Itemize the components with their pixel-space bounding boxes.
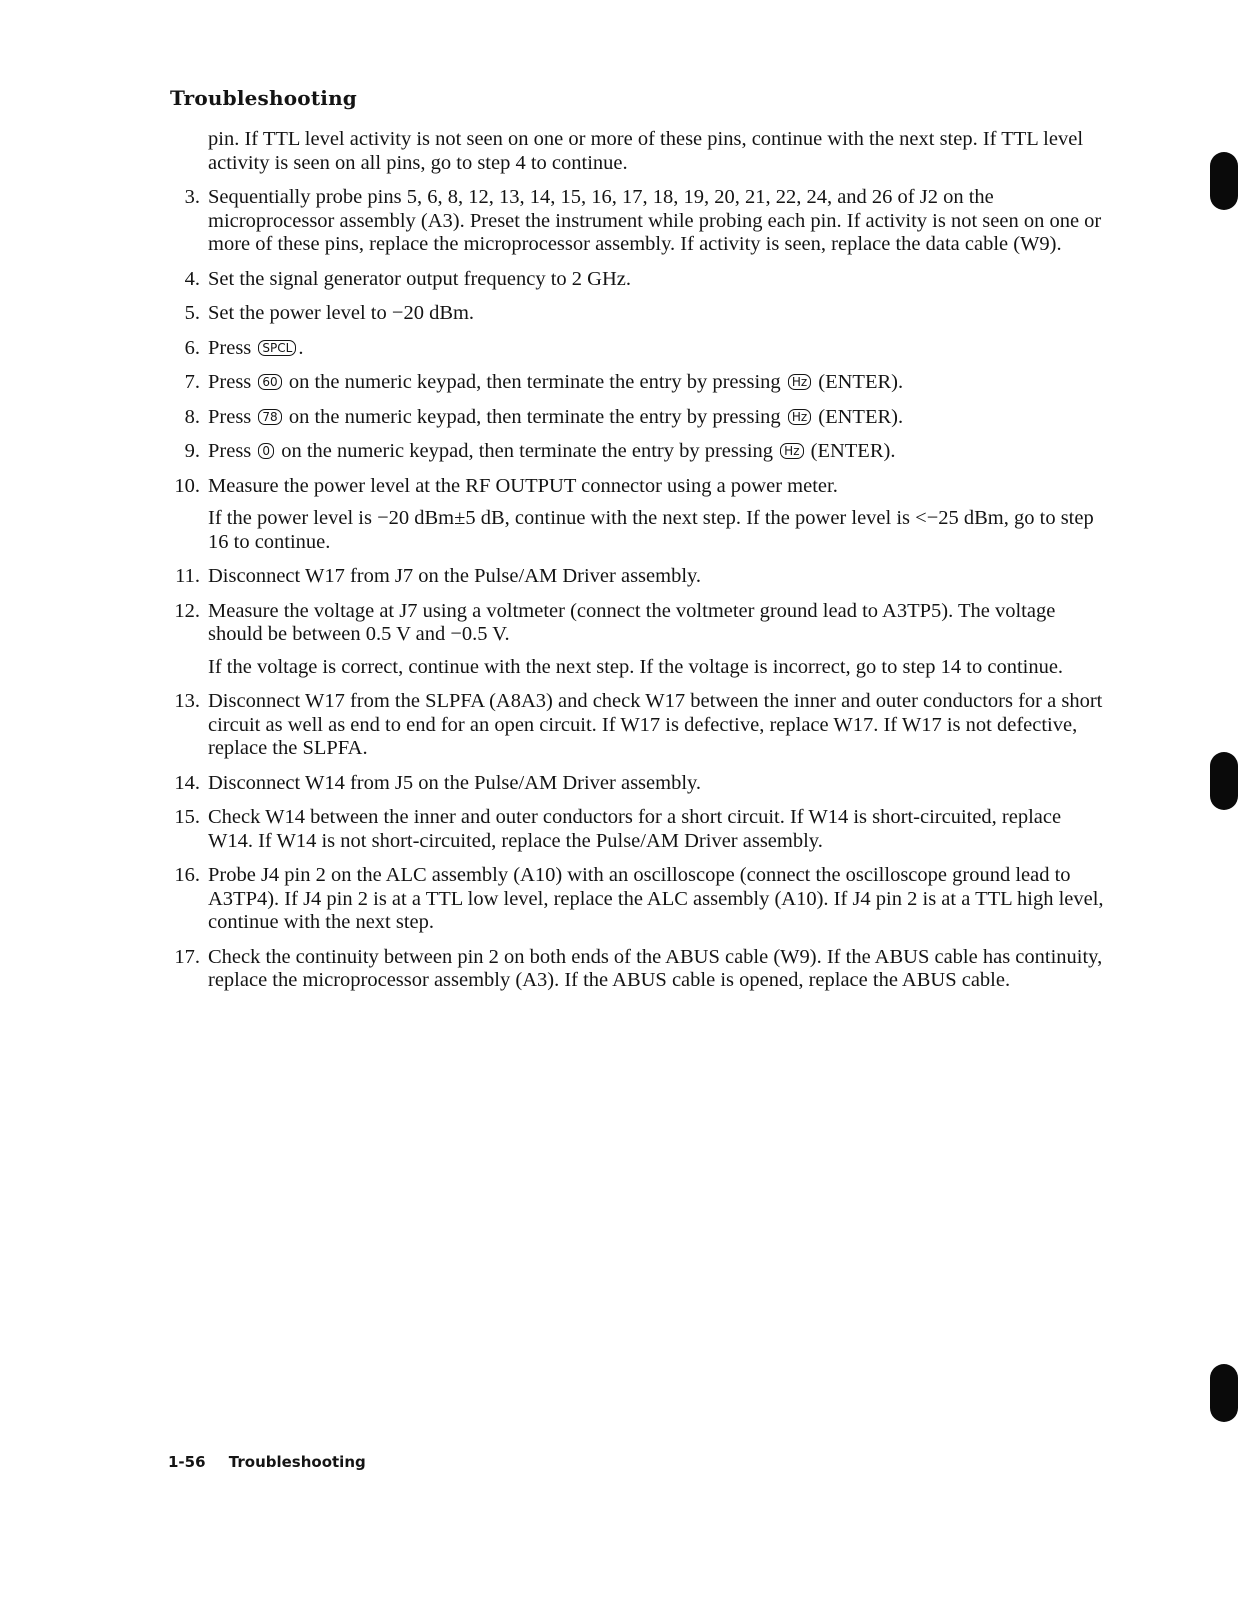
step-number: 16.	[174, 864, 200, 886]
step-text-post: (ENTER).	[818, 371, 904, 393]
page-number: 1-56	[168, 1453, 206, 1471]
step-10-note: If the power level is −20 dBm±5 dB, continue with the next step. If the power level is <−25 dBm, go to step 16 to continue.	[208, 507, 1094, 553]
step-text	[208, 440, 1110, 464]
step-text: Disconnect W17 from the SLPFA (A8A3) and check W17 between the inner and outer conductors for a short circuit as well as end to end for an open circuit. If W17 is defective, replace W17. If W17 is not defective, replace the SLPFA.	[208, 690, 1103, 759]
key-0-icon: 0	[258, 443, 274, 459]
key-78-icon: 78	[258, 409, 281, 425]
hz-key-icon: Hz	[788, 409, 811, 425]
step-number: 3.	[184, 186, 200, 208]
step-text: Set the signal generator output frequency to 2 GHz.	[208, 267, 631, 290]
step-number: 14.	[174, 771, 200, 794]
step-text: Measure the voltage at J7 using a voltmeter (connect the voltmeter ground lead to A3TP5). The voltage should be between 0.5 V and −0.5 V.	[208, 599, 1056, 645]
step-text-pre: Press	[208, 371, 252, 393]
step-number: 6.	[184, 336, 200, 359]
step-text: Check the continuity between pin 2 on both ends of the ABUS cable (W9). If the ABUS cable has continuity, replace the microprocessor assembly (A3). If the ABUS cable is opened, replace the ABUS cable.	[208, 945, 1103, 991]
step-text	[208, 337, 1110, 361]
step-text-post: .	[298, 336, 304, 359]
footer-section: Troubleshooting	[228, 1453, 366, 1471]
step-number: 11.	[175, 565, 200, 587]
step-text-pre: Press	[208, 440, 252, 462]
binder-tab-mark	[1210, 152, 1238, 210]
step-number: 5.	[184, 302, 200, 324]
step-number: 9.	[184, 440, 200, 462]
step-text-mid: on the numeric keypad, then terminate the entry by pressing	[288, 371, 781, 393]
step-text: Disconnect W17 from J7 on the Pulse/AM Driver assembly.	[208, 565, 702, 587]
step-text: Measure the power level at the RF OUTPUT connector using a power meter.	[208, 474, 838, 497]
binder-tab-mark	[1210, 1364, 1238, 1422]
step-text: Disconnect W14 from J5 on the Pulse/AM Driver assembly.	[208, 771, 702, 794]
step-text	[208, 371, 1110, 395]
page-section-title: Troubleshooting	[170, 86, 357, 110]
step-number: 7.	[184, 371, 200, 393]
step-4	[170, 268, 1110, 292]
step-text-pre: Press	[208, 405, 252, 428]
step-10	[170, 475, 1110, 499]
step-17	[170, 946, 1110, 993]
step-text-mid: on the numeric keypad, then terminate the entry by pressing	[288, 405, 781, 428]
step-text: Probe J4 pin 2 on the ALC assembly (A10) with an oscilloscope (connect the oscilloscope ground lead to A3TP4). If J4 pin 2 is at a TTL low level, replace the ALC assembly (A10). If J4 pin 2 is at a TTL high level, continue with the next step.	[208, 864, 1104, 933]
step-text-pre: Press	[208, 336, 252, 359]
step-13	[170, 690, 1110, 761]
step-number: 13.	[174, 690, 200, 712]
step-12	[170, 600, 1110, 647]
step-text-mid: on the numeric keypad, then terminate the entry by pressing	[281, 440, 774, 462]
step-9	[170, 440, 1110, 464]
step-7	[170, 371, 1110, 395]
step-number: 12.	[174, 599, 200, 622]
step-8	[170, 406, 1110, 430]
step-text-post: (ENTER).	[810, 440, 896, 462]
binder-tab-mark	[1210, 752, 1238, 810]
spcl-key-icon: SPCL	[258, 340, 296, 356]
step-text: Check W14 between the inner and outer conductors for a short circuit. If W14 is short-circuited, replace W14. If W14 is not short-circuited, replace the Pulse/AM Driver assembly.	[208, 806, 1062, 852]
hz-key-icon: Hz	[788, 374, 811, 390]
step-16	[170, 864, 1110, 935]
step-12-note: If the voltage is correct, continue with the next step. If the voltage is incorrect, go to step 14 to continue.	[208, 655, 1064, 678]
page-footer	[168, 1453, 366, 1471]
step-number: 17.	[174, 945, 200, 968]
step-text-post: (ENTER).	[818, 405, 904, 428]
step-text	[208, 406, 1110, 430]
step-15	[170, 806, 1110, 853]
hz-key-icon: Hz	[780, 443, 803, 459]
step-number: 4.	[184, 267, 200, 290]
procedure-body	[170, 128, 1110, 1004]
step-5	[170, 302, 1110, 326]
step-number: 8.	[184, 405, 200, 428]
step-14	[170, 772, 1110, 796]
step-6	[170, 337, 1110, 361]
step-number: 15.	[174, 806, 200, 828]
step-3	[170, 186, 1110, 257]
step-text: Sequentially probe pins 5, 6, 8, 12, 13, 14, 15, 16, 17, 18, 19, 20, 21, 22, 24, and 26 of J2 on the microprocessor assembly (A3). Preset the instrument while probing each pin. If activity is not seen on one or more of these pins, replace the microprocessor assembly. If activity is seen, replace the data cable (W9).	[208, 186, 1102, 255]
intro-paragraph: pin. If TTL level activity is not seen on one or more of these pins, continue with the next step. If TTL level activity is seen on all pins, go to step 4 to continue.	[208, 128, 1084, 174]
step-11	[170, 565, 1110, 589]
key-60-icon: 60	[258, 374, 281, 390]
step-text: Set the power level to −20 dBm.	[208, 302, 475, 324]
step-number: 10.	[174, 474, 200, 497]
